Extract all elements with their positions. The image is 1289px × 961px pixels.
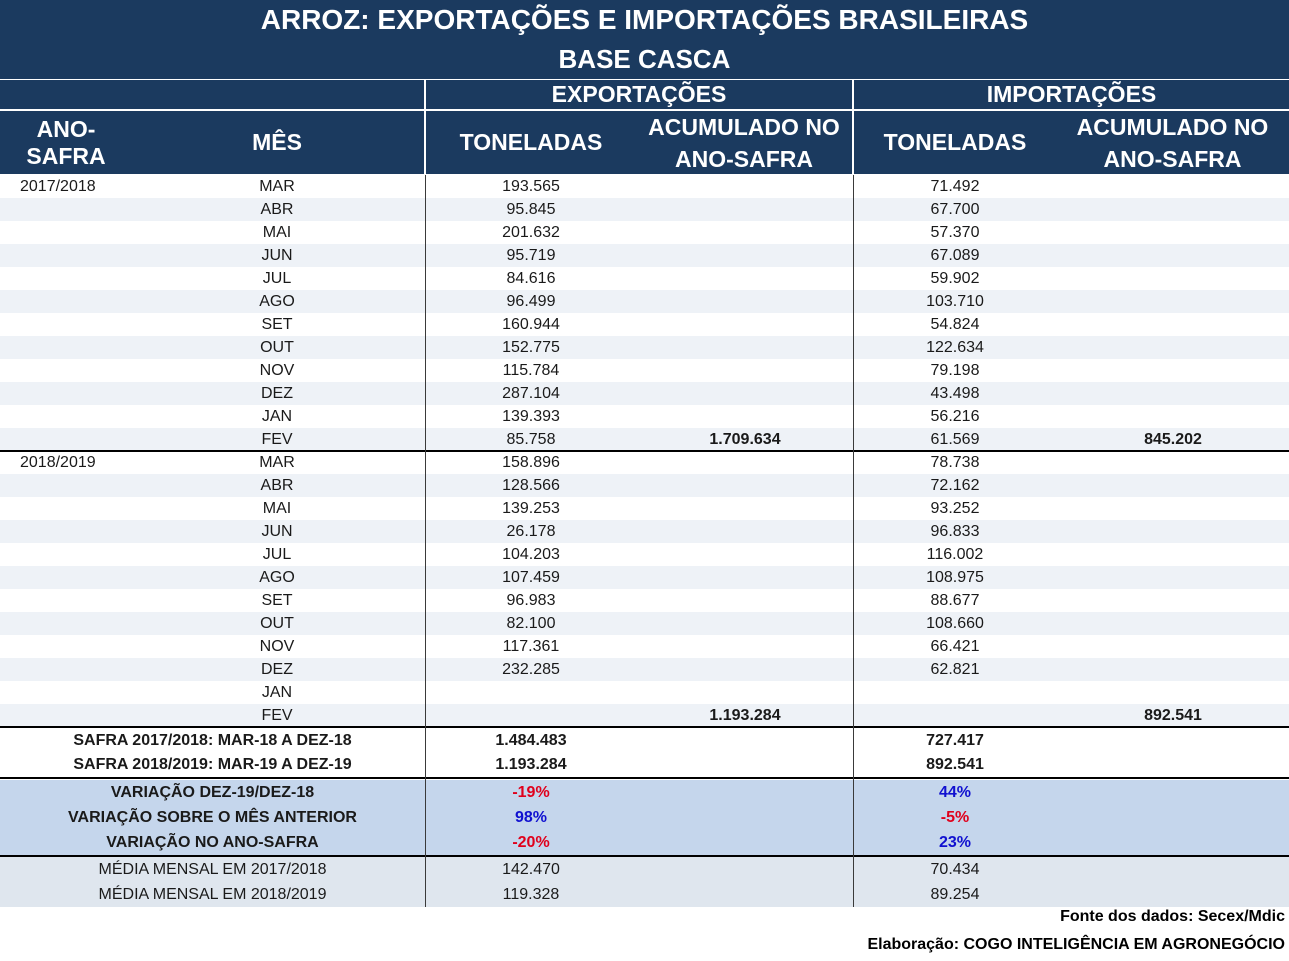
export-accum-cell: 1.709.634 [709,430,781,448]
variation-export: -19% [512,783,550,801]
safra-cell [20,428,220,451]
variation-import: 44% [938,783,972,801]
export-tons-cell: 128.566 [502,476,560,494]
month-cell: ABR [260,476,294,494]
import-accum-cell [1057,336,1289,359]
import-tons-cell: 88.677 [930,591,980,609]
import-tons-cell: 59.902 [930,269,980,287]
month-cell: OUT [260,614,294,632]
import-tons-cell: 66.421 [930,637,980,655]
month-cell: AGO [259,292,295,310]
header-blank [0,80,424,109]
table-row [0,474,1289,497]
table-row [0,658,1289,681]
import-tons-cell: 67.700 [930,200,980,218]
table-row [0,451,1289,474]
month-cell: FEV [261,706,293,724]
month-cell: JUL [262,545,292,563]
import-accum-cell [1057,382,1289,405]
import-accum-cell [1057,221,1289,244]
export-accum-cell: 1.193.284 [709,706,781,724]
safra-cell [20,589,220,612]
header-imp-acumulado-line2: ANO-SAFRA [1103,145,1242,172]
export-accum-cell [637,612,853,635]
safra-cell [20,290,220,313]
safra-cell [20,405,220,428]
page-subtitle: BASE CASCA [558,44,731,74]
export-tons-cell: 117.361 [502,637,560,655]
safra-cell: 2018/2019 [20,453,96,471]
month-cell: MAR [259,453,295,471]
import-accum-cell [1057,198,1289,221]
export-tons-cell: 84.616 [506,269,556,287]
import-tons-cell: 78.738 [930,453,980,471]
column-divider [425,175,426,907]
table-row [0,244,1289,267]
safra-cell [20,612,220,635]
variation-export: -20% [512,833,550,851]
month-cell: JAN [261,407,293,425]
table-row [0,566,1289,589]
summary-row [0,753,1289,777]
variation-import: 23% [938,833,972,851]
table-row [0,520,1289,543]
summary-export: 1.484.483 [495,732,567,749]
month-cell: MAI [262,223,292,241]
table-row [0,267,1289,290]
footer-source: Fonte dos dados: Secex/Mdic [1060,908,1285,925]
export-accum-cell [637,451,853,474]
import-accum-cell [1057,313,1289,336]
export-accum-cell [637,681,853,704]
import-accum-cell [1057,451,1289,474]
table-row [0,382,1289,405]
import-accum-cell [1057,681,1289,704]
table-row [0,175,1289,198]
export-tons-cell: 85.758 [506,430,556,448]
table-row [0,589,1289,612]
month-cell: JUL [262,269,292,287]
export-tons-cell [425,681,637,704]
summary-import: 892.541 [926,756,984,773]
safra-cell [20,198,220,221]
safra-cell [20,267,220,290]
export-accum-cell [637,543,853,566]
import-tons-cell: 79.198 [930,361,980,379]
table-row [0,221,1289,244]
export-accum-cell [637,520,853,543]
import-tons-cell: 122.634 [926,338,984,356]
export-accum-cell [637,474,853,497]
export-tons-cell: 96.983 [506,591,556,609]
import-accum-cell [1057,359,1289,382]
table-row [0,198,1289,221]
average-export: 142.470 [502,860,560,878]
average-row [0,857,1289,882]
variation-row [0,830,1289,855]
table-row [0,497,1289,520]
export-tons-cell: 104.203 [502,545,560,563]
import-tons-cell: 72.162 [930,476,980,494]
import-accum-cell [1057,635,1289,658]
month-cell: DEZ [261,384,293,402]
month-cell: SET [261,315,293,333]
export-tons-cell: 158.896 [502,453,560,471]
safra-cell [20,681,220,704]
safra-cell [20,566,220,589]
month-cell: NOV [259,361,295,379]
month-cell: DEZ [261,660,293,678]
export-tons-cell: 139.393 [502,407,560,425]
import-tons-cell: 61.569 [930,430,980,448]
import-tons-cell: 43.498 [930,384,980,402]
variation-label: VARIAÇÃO NO ANO-SAFRA [106,833,319,851]
export-tons-cell: 115.784 [502,361,560,379]
import-accum-cell [1057,175,1289,198]
safra-cell [20,520,220,543]
variation-import: -5% [940,808,970,826]
export-accum-cell [637,267,853,290]
table-row [0,359,1289,382]
month-cell: ABR [260,200,294,218]
header-imp-acumulado-line1: ACUMULADO NO [1076,113,1269,140]
table-row [0,635,1289,658]
table-row [0,704,1289,727]
header-exp-acumulado-line2: ANO-SAFRA [675,145,813,172]
import-accum-cell [1057,520,1289,543]
table-row [0,543,1289,566]
average-label: MÉDIA MENSAL EM 2018/2019 [98,885,327,903]
export-accum-cell [637,658,853,681]
safra-cell [20,497,220,520]
export-accum-cell [637,589,853,612]
safra-cell [20,704,220,727]
safra-cell [20,382,220,405]
export-tons-cell: 95.719 [506,246,556,264]
average-label: MÉDIA MENSAL EM 2017/2018 [98,860,327,878]
variation-row [0,780,1289,805]
import-tons-cell: 116.002 [926,545,984,563]
safra-cell [20,658,220,681]
table-row [0,681,1289,704]
import-tons-cell [853,704,1057,727]
column-divider [853,175,854,907]
import-accum-cell [1057,244,1289,267]
table-row [0,428,1289,451]
variation-label: VARIAÇÃO SOBRE O MÊS ANTERIOR [68,808,357,826]
table-row [0,405,1289,428]
month-cell: JAN [261,683,293,701]
summary-separator [0,726,1289,728]
header-ano-safra: ANO-SAFRA [0,111,130,174]
month-cell: NOV [259,637,295,655]
import-tons-cell: 108.975 [926,568,984,586]
month-cell: FEV [261,430,293,448]
variation-label: VARIAÇÃO DEZ-19/DEZ-18 [110,783,315,801]
table-row [0,313,1289,336]
summary-label: SAFRA 2017/2018: MAR-18 A DEZ-18 [73,732,352,749]
summary-row [0,729,1289,753]
summary-import: 727.417 [926,732,984,749]
header-exp-acumulado-line1: ACUMULADO NO [648,113,840,140]
variation-export: 98% [514,808,548,826]
summary-label: SAFRA 2018/2019: MAR-19 A DEZ-19 [73,756,352,773]
export-tons-cell: 139.253 [502,499,560,517]
import-accum-cell [1057,474,1289,497]
export-tons-cell: 82.100 [506,614,556,632]
header-exp-toneladas: TONELADAS [426,111,636,174]
month-cell: JUN [261,522,293,540]
header-exports: EXPORTAÇÕES [426,80,852,109]
import-tons-cell: 57.370 [930,223,980,241]
export-tons-cell: 96.499 [506,292,556,310]
page-title: ARROZ: EXPORTAÇÕES E IMPORTAÇÕES BRASILEIRAS [260,4,1029,35]
safra-cell [20,313,220,336]
import-accum-cell [1057,658,1289,681]
export-tons-cell: 287.104 [502,384,560,402]
month-cell: JUN [261,246,293,264]
export-accum-cell [637,244,853,267]
header-exp-acumulado [636,111,852,174]
average-import: 89.254 [930,885,980,903]
table-row [0,612,1289,635]
safra-cell [20,221,220,244]
export-accum-cell [637,313,853,336]
import-tons-cell: 67.089 [930,246,980,264]
export-accum-cell [637,497,853,520]
import-tons-cell: 103.710 [926,292,984,310]
export-accum-cell [637,175,853,198]
export-tons-cell: 193.565 [502,177,560,195]
summary-export: 1.193.284 [495,756,567,773]
import-accum-cell [1057,267,1289,290]
export-tons-cell: 160.944 [502,315,560,333]
safra-cell [20,336,220,359]
export-accum-cell [637,290,853,313]
import-accum-cell [1057,405,1289,428]
average-import: 70.434 [930,860,980,878]
import-tons-cell: 56.216 [930,407,980,425]
export-accum-cell [637,221,853,244]
month-cell: MAI [262,499,292,517]
export-tons-cell: 232.285 [502,660,560,678]
import-accum-cell: 845.202 [1144,430,1202,448]
import-accum-cell [1057,497,1289,520]
header-imp-acumulado [1056,111,1289,174]
export-accum-cell [637,566,853,589]
header-mes: MÊS [130,111,424,174]
month-cell: AGO [259,568,295,586]
import-accum-cell [1057,589,1289,612]
import-accum-cell [1057,543,1289,566]
import-tons-cell: 96.833 [930,522,980,540]
import-tons-cell [853,681,1057,704]
import-tons-cell: 62.821 [930,660,980,678]
variation-separator [0,777,1289,779]
table-row [0,290,1289,313]
import-accum-cell: 892.541 [1144,706,1202,724]
export-tons-cell: 152.775 [502,338,560,356]
month-cell: OUT [260,338,294,356]
safra-cell [20,543,220,566]
import-tons-cell: 93.252 [930,499,980,517]
import-accum-cell [1057,566,1289,589]
safra-cell [20,244,220,267]
export-accum-cell [637,198,853,221]
header-imports: IMPORTAÇÕES [854,80,1289,109]
export-accum-cell [637,405,853,428]
safra-cell [20,474,220,497]
header-imp-toneladas: TONELADAS [854,111,1056,174]
average-row [0,882,1289,907]
average-export: 119.328 [502,885,560,903]
safra-cell [20,359,220,382]
import-accum-cell [1057,290,1289,313]
export-accum-cell [637,382,853,405]
export-tons-cell: 95.845 [506,200,556,218]
table-title-banner [0,0,1289,79]
safra-cell [20,635,220,658]
import-tons-cell: 108.660 [926,614,984,632]
export-tons-cell: 201.632 [502,223,560,241]
import-tons-cell: 71.492 [930,177,980,195]
import-tons-cell: 54.824 [930,315,980,333]
import-accum-cell [1057,612,1289,635]
export-tons-cell: 26.178 [506,522,556,540]
month-cell: SET [261,591,293,609]
export-accum-cell [637,336,853,359]
export-accum-cell [637,359,853,382]
footer-credit: Elaboração: COGO INTELIGÊNCIA EM AGRONEGÓCIO [867,936,1285,953]
variation-row [0,805,1289,830]
export-tons-cell [425,704,637,727]
export-accum-cell [637,635,853,658]
table-row [0,336,1289,359]
month-cell: MAR [259,177,295,195]
export-tons-cell: 107.459 [502,568,560,586]
safra-cell: 2017/2018 [20,177,96,195]
